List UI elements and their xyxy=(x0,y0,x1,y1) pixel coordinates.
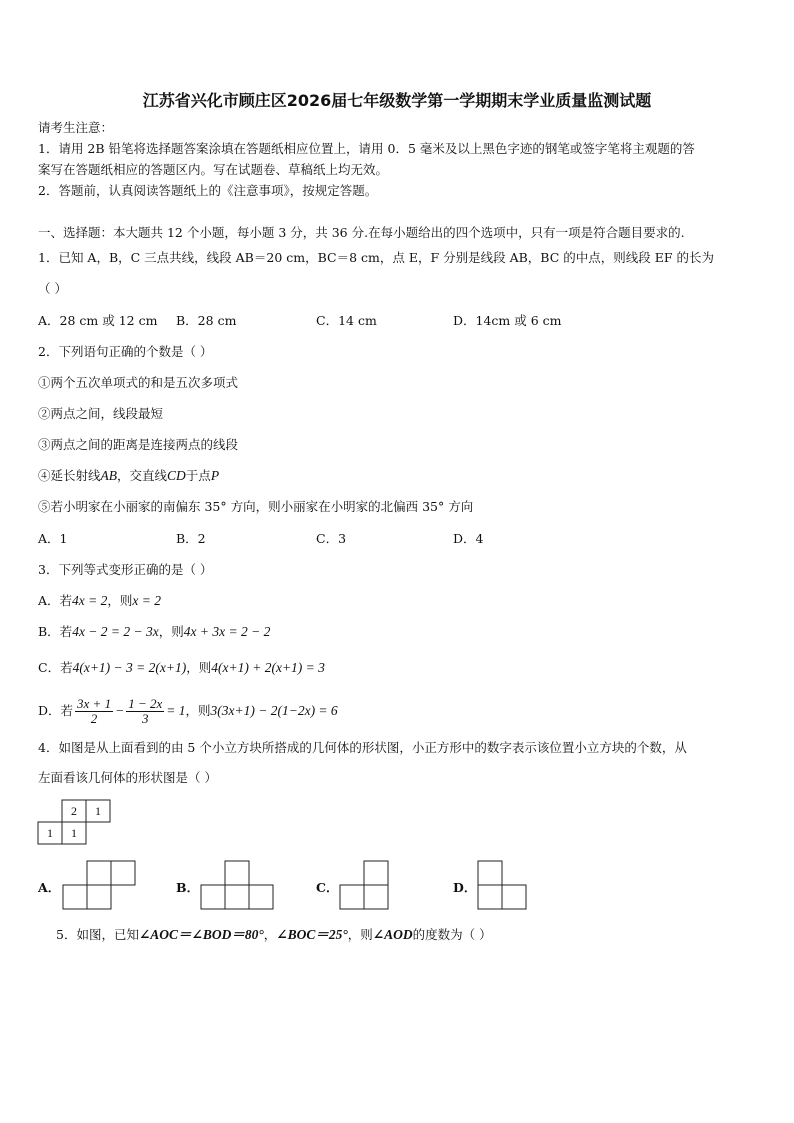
q5-angle-aod: ∠AOD xyxy=(372,927,413,942)
q3-d-prefix: D．若 xyxy=(38,703,74,718)
grid-value-4: 1 xyxy=(71,826,77,840)
q5-angle-equation-2: ∠BOC＝25° xyxy=(276,927,348,942)
q4-option-a-label: A． xyxy=(38,880,61,895)
q3-d-denominator-1: 2 xyxy=(90,710,98,726)
q2-statement-4 xyxy=(38,468,219,484)
q3-option-a xyxy=(38,593,161,609)
q4-stem-line-1: 4．如图是从上面看到的由 5 个小立方块所搭成的几何体的形状图，小正方形中的数字表示该位置小立方块的个数，从 xyxy=(38,740,687,755)
q2-option-c: C．3 xyxy=(316,531,347,546)
q4-option-c-label: C． xyxy=(316,880,339,895)
figure-cell xyxy=(87,861,111,885)
q3-option-d xyxy=(38,693,338,729)
q4-option-d-label: D． xyxy=(453,880,477,895)
q3-c-mid: ，则 xyxy=(186,660,212,675)
q2-s4-ray: AB xyxy=(100,468,118,483)
q3-d-numerator-1: 3x + 1 xyxy=(77,695,112,711)
q1-option-a: A．28 cm 或 12 cm xyxy=(38,313,158,328)
grid-value-3: 1 xyxy=(47,826,53,840)
q3-d-numerator-2: 1 − 2x xyxy=(128,695,163,711)
q3-c-equation-2: 4(x+1) + 2(x+1) = 3 xyxy=(211,660,325,675)
q3-b-equation-2: 4x + 3x = 2 − 2 xyxy=(183,624,271,639)
q2-statement-3: ③两点之间的距离是连接两点的线段 xyxy=(38,437,239,452)
figure-cell xyxy=(87,885,111,909)
q1-option-d: D．14cm 或 6 cm xyxy=(453,313,562,328)
q3-d-fraction-1 xyxy=(75,697,113,726)
q3-a-equation-2: x = 2 xyxy=(132,593,162,608)
q4-option-a-figure xyxy=(61,859,137,911)
page-title: 江苏省兴化市顾庄区2026届七年级数学第一学期期末学业质量监测试题 xyxy=(142,91,652,110)
q3-d-fraction-2 xyxy=(126,697,164,726)
q3-d-minus: − xyxy=(115,703,125,718)
q5-then: ，则 xyxy=(347,927,373,942)
q4-option-d-figure xyxy=(476,859,530,911)
grid-value-1: 2 xyxy=(71,804,77,818)
q5-angle-equation-1: ∠AOC＝∠BOD＝80° xyxy=(138,927,264,942)
q2-statement-2: ②两点之间，线段最短 xyxy=(38,406,164,421)
q3-stem: 3．下列等式变形正确的是（ ） xyxy=(38,562,213,577)
q3-b-mid: ，则 xyxy=(158,624,184,639)
q2-statement-1: ①两个五次单项式的和是五次多项式 xyxy=(38,375,239,390)
q2-s4-text-c: ，交直线 xyxy=(117,468,168,483)
q2-s4-text-a: ④延长射线 xyxy=(38,468,101,483)
q2-s4-line: CD xyxy=(167,468,186,483)
q5-stem xyxy=(56,927,492,943)
q2-stem: 2．下列语句正确的个数是（ ） xyxy=(38,344,213,359)
figure-cell xyxy=(225,861,249,885)
figure-cell xyxy=(63,885,87,909)
q4-option-c-figure xyxy=(338,859,392,911)
q1-option-b: B．28 cm xyxy=(176,313,237,328)
q5-prefix: 5．如图，已知 xyxy=(56,927,139,942)
q5-ending: 的度数为（ ） xyxy=(412,927,492,942)
q2-statement-5: ⑤若小明家在小丽家的南偏东 35° 方向，则小丽家在小明家的北偏西 35° 方向 xyxy=(38,499,474,514)
figure-cell xyxy=(340,885,364,909)
q3-b-prefix: B．若 xyxy=(38,624,73,639)
q4-option-b-label: B． xyxy=(176,880,200,895)
q1-option-c: C．14 cm xyxy=(316,313,377,328)
q4-top-view-grid xyxy=(36,799,112,847)
q3-c-prefix: C．若 xyxy=(38,660,73,675)
q3-d-equals-one: = 1 xyxy=(166,703,186,718)
figure-cell xyxy=(478,885,502,909)
q2-s4-point: P xyxy=(210,468,220,483)
q3-a-equation-1: 4x = 2 xyxy=(72,593,108,608)
notice-heading: 请考生注意： xyxy=(38,120,114,135)
q1-stem-line-2: （ ） xyxy=(38,281,67,296)
q3-a-mid: ，则 xyxy=(107,593,133,608)
q3-d-mid: ，则 xyxy=(185,703,211,718)
figure-cell xyxy=(364,885,388,909)
q3-d-equation-2: 3(3x+1) − 2(1−2x) = 6 xyxy=(210,703,338,718)
q3-option-c xyxy=(38,660,325,676)
figure-cell xyxy=(111,861,135,885)
figure-cell xyxy=(249,885,273,909)
q5-separator: ， xyxy=(263,927,277,942)
q3-c-equation-1: 4(x+1) − 3 = 2(x+1) xyxy=(72,660,187,675)
grid-value-2: 1 xyxy=(95,804,101,818)
q1-stem-line-1: 1．已知 A，B，C 三点共线，线段 AB＝20 cm，BC＝8 cm，点 E，F 分别是线段 AB，BC 的中点，则线段 EF 的长为 xyxy=(38,250,714,265)
q2-s4-text-e: 于点 xyxy=(185,468,211,483)
q2-option-d: D．4 xyxy=(453,531,484,546)
notice-item-1-line-2: 案写在答题纸相应的答题区内。写在试题卷、草稿纸上均无效。 xyxy=(38,162,389,177)
q4-stem-line-2: 左面看该几何体的形状图是（ ） xyxy=(38,770,217,785)
section-heading: 一、选择题：本大题共 12 个小题，每小题 3 分，共 36 分.在每小题给出的四个选项中，只有一项是符合题目要求的. xyxy=(38,225,685,240)
figure-cell xyxy=(201,885,225,909)
notice-item-2: 2．答题前，认真阅读答题纸上的《注意事项》，按规定答题。 xyxy=(38,183,378,198)
notice-item-1-line-1: 1．请用 2B 铅笔将选择题答案涂填在答题纸相应位置上，请用 0．5 毫米及以上黑色字迹的钢笔或签字笔将主观题的答 xyxy=(38,141,695,156)
q4-option-b-figure xyxy=(199,859,275,911)
q3-d-denominator-2: 3 xyxy=(141,710,149,726)
figure-cell xyxy=(225,885,249,909)
figure-cell xyxy=(478,861,502,885)
q3-b-equation-1: 4x − 2 = 2 − 3x xyxy=(72,624,159,639)
q2-option-b: B．2 xyxy=(176,531,206,546)
q3-a-prefix: A．若 xyxy=(38,593,73,608)
figure-cell xyxy=(502,885,526,909)
figure-cell xyxy=(364,861,388,885)
q2-option-a: A．1 xyxy=(38,531,68,546)
q3-option-b xyxy=(38,624,270,640)
